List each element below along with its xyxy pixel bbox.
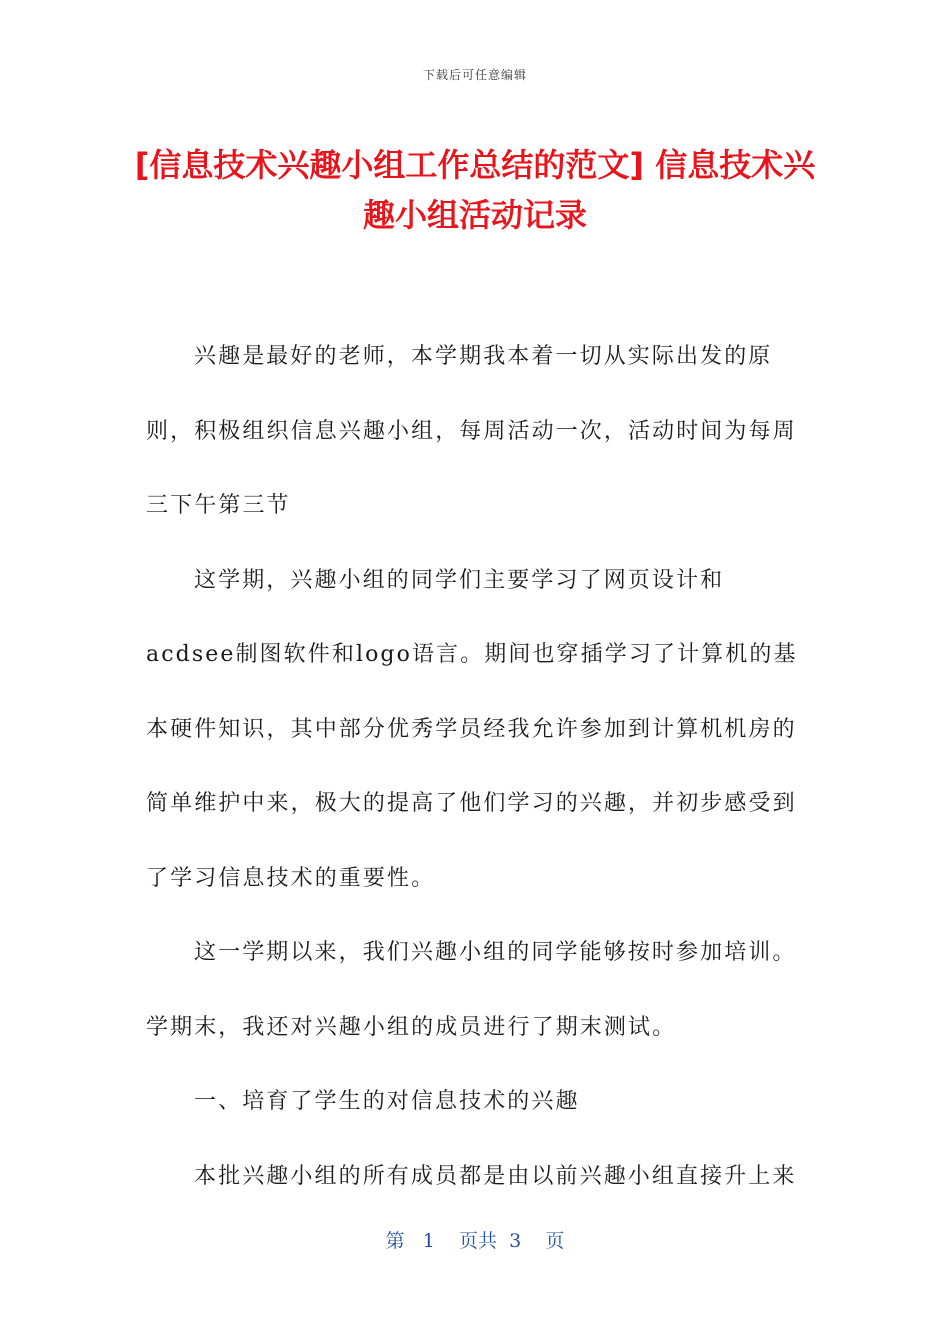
footer-prefix: 第 xyxy=(385,1230,405,1252)
document-title: [信息技术兴趣小组工作总结的范文] 信息技术兴趣小组活动记录 xyxy=(134,146,816,234)
footer-suffix: 页 xyxy=(545,1230,565,1252)
footer-total-pages: 3 xyxy=(509,1230,522,1252)
paragraph-1: 兴趣是最好的老师，本学期我本着一切从实际出发的原则，积极组织信息兴趣小组，每周活动一次，活动时间为每周三下午第三节 xyxy=(146,344,797,518)
paragraph-3: 这一学期以来，我们兴趣小组的同学能够按时参加培训。学期末，我还对兴趣小组的成员进行了期末测试。 xyxy=(146,940,797,1040)
paragraph-4: 本批兴趣小组的所有成员都是由以前兴趣小组直接升上来 xyxy=(194,1163,797,1189)
header-note: 下载后可任意编辑 xyxy=(422,68,527,82)
section-heading: 一、培育了学生的对信息技术的兴趣 xyxy=(194,1089,580,1114)
paragraph-2: 这学期，兴趣小组的同学们主要学习了网页设计和acdsee制图软件和logo语言。期间也穿插学习了计算机的基本硬件知识，其中部分优秀学员经我允许参加到计算机机房的简单维护中来，极大的提高了他们学习的兴趣，并初步感受到了学习信息技术的重要性。 xyxy=(146,567,798,891)
page-footer xyxy=(0,1226,950,1253)
footer-page-number: 1 xyxy=(422,1230,435,1252)
footer-middle: 页共 xyxy=(459,1230,498,1252)
document-body xyxy=(146,320,806,1214)
